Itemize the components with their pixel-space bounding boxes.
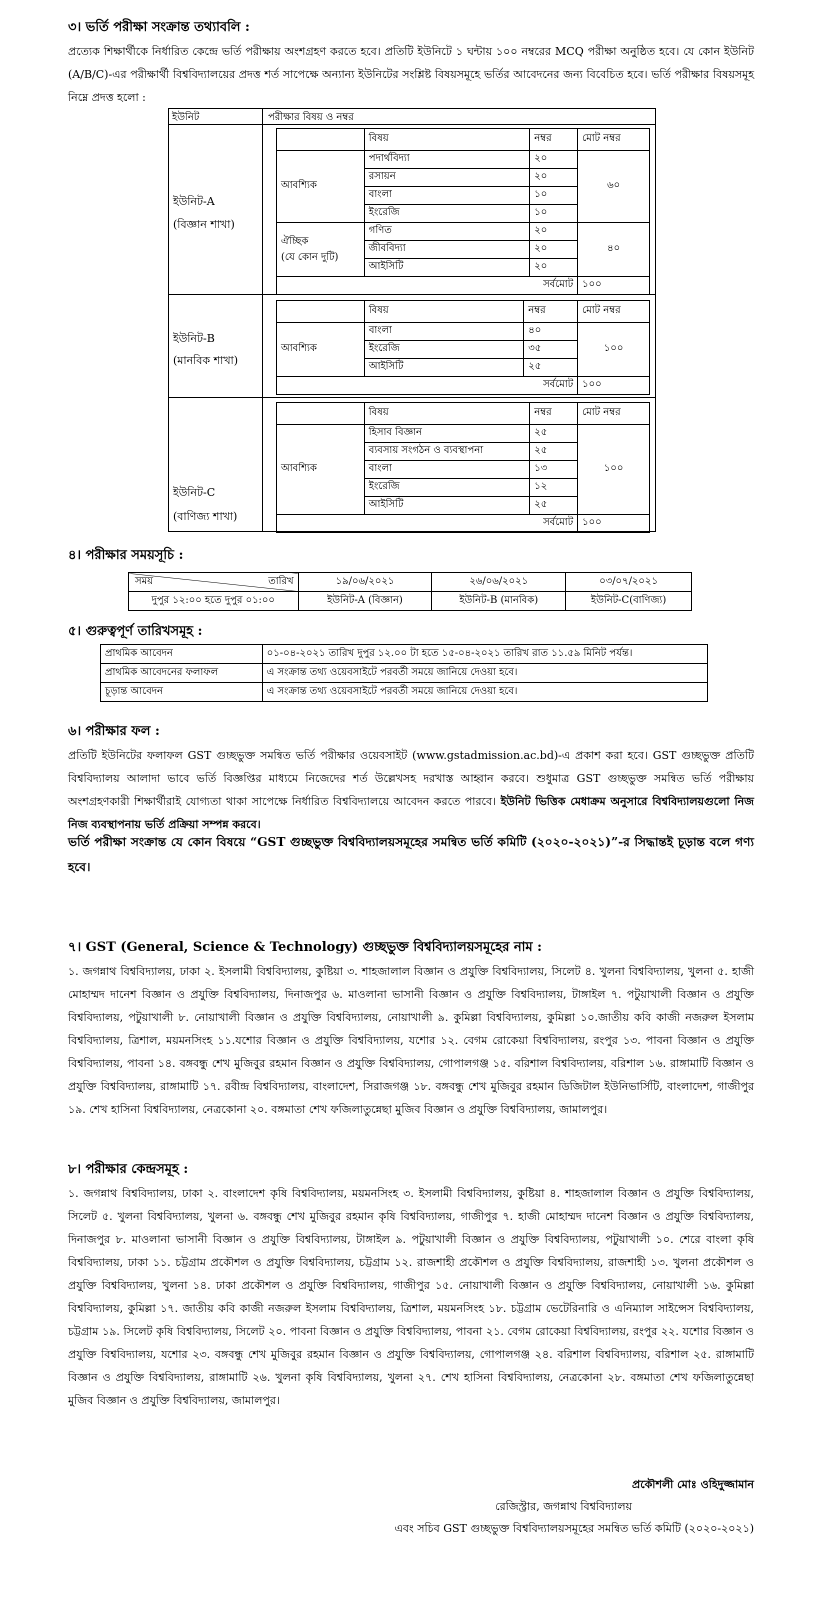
unit-a-branch: (বিজ্ঞান শাখা) [173,218,235,231]
section6-paragraph [68,744,754,836]
unit-c-table [276,402,650,533]
signatory-name: প্রকৌশলী মোঃ ওহিদুজ্জামান [631,1478,754,1491]
marks-cell: ২০ [530,241,578,259]
schedule-table [128,572,692,611]
date-label-cell: প্রাথমিক আবেদন [101,645,263,664]
marks-cell: ২৫ [530,425,578,443]
subject-cell: বাংলা [364,461,529,479]
section3-heading: ৩। ভর্তি পরীক্ষা সংক্রান্ত তথ্যাবলি : [68,20,250,35]
section4-heading: ৪। পরীক্ষার সময়সূচি : [68,548,184,563]
header-total: মোট নম্বর [578,301,650,323]
unit-b-name: ইউনিট-B [173,332,215,345]
unit-a-grand-total: ১০০ [578,277,650,295]
unit-c-grand-total: ১০০ [578,515,650,533]
marks-cell: ২৫ [530,443,578,461]
time-label: সময় [135,576,154,587]
subject-cell: আইসিটি [364,497,529,515]
section7-heading: ৭। GST (General, Science & Technology) গুচ্ছভুক্ত বিশ্ববিদ্যালয়সমূহের নাম : [68,940,542,955]
committee-decision-text: ভর্তি পরীক্ষা সংক্রান্ত যে কোন বিষয়ে “GST গুচ্ছভুক্ত বিশ্ববিদ্যালয়সমূহের সমন্বিত ভর্তি কমিটি (২০২০-২০২১)”-র সিদ্ধান্তই চূড়ান্ত বলে গণ্য হবে। [68,835,754,874]
header-marks: নম্বর [524,301,578,323]
unit-a-table [276,128,650,295]
col-unit-header: ইউনিট [172,112,200,123]
unit-c-subtotal-label: সর্বমোট [277,515,578,533]
unit-b-total: ১০০ [578,323,650,377]
subject-cell: বাংলা [364,187,529,205]
optional-label: ঐচ্ছিক [281,235,309,247]
subject-cell: হিসাব বিজ্ঞান [364,425,529,443]
subject-cell: গণিত [364,223,529,241]
unit-c-name: ইউনিট-C [173,486,216,499]
header-marks: নম্বর [530,129,578,151]
date-label-cell: চূড়ান্ত আবেদন [101,683,263,702]
marks-cell: ২০ [530,169,578,187]
unit-c-total: ১০০ [578,425,650,515]
unit-b-compulsory: আবশ্যিক [277,323,365,377]
signatory-title: রেজিস্ট্রার, জগন্নাথ বিশ্ববিদ্যালয় [495,1500,632,1513]
section8-heading: ৮। পরীক্ষার কেন্দ্রসমূহ : [68,1162,189,1177]
unit-a-name: ইউনিট-A [173,195,215,208]
marks-cell: ১২ [530,479,578,497]
subject-cell: রসায়ন [364,169,529,187]
subject-cell: ইংরেজি [364,341,523,359]
schedule-corner-cell [129,573,299,592]
exam-unit: ইউনিট-A (বিজ্ঞান) [298,592,432,611]
unit-a-optional-total: ৪০ [578,223,650,277]
subject-cell: আইসিটি [364,359,523,377]
marks-cell: ২৫ [530,497,578,515]
unit-c-compulsory: আবশ্যিক [277,425,365,515]
header-total: মোট নম্বর [578,129,650,151]
marks-cell: ১৩ [530,461,578,479]
marks-cell: ২০ [530,223,578,241]
results-bold-text: ইউনিট ভিত্তিক মেধাক্রম অনুসারে বিশ্ববিদ্যালয়গুলো নিজ নিজ ব্যবস্থাপনায় ভর্তি প্রক্রিয়া সম্পন্ন করবে। [68,795,755,831]
results-text: প্রতিটি ইউনিটের ফলাফল GST গুচ্ছভুক্ত সমন্বিত ভর্তি পরীক্ষার ওয়েবসাইট (www.gstadmission.ac.bd)-এ প্রকাশ করা হবে। GST গুচ্ছভুক্ত প্রতিটি বিশ্ববিদ্যালয় আলাদা ভাবে ভর্তি বিজ্ঞপ্তির মাধ্যমে নিজেদের শর্ত উল্লেখসহ দরখাস্ত আহ্বান করবে। শুধুমাত্র GST গুচ্ছভুক্ত সমন্বিত ভর্তি পরীক্ষায় অংশগ্রহণকারী শিক্ষার্থীরাই যোগ্যতা থাকা সাপেক্ষে নির্ধারিত বিশ্ববিদ্যালয়ে আবেদন করতে পারবে। [68,749,754,808]
marks-cell: ১০ [530,205,578,223]
section6-heading: ৬। পরীক্ষার ফল : [68,724,160,739]
exam-unit: ইউনিট-B (মানবিক) [432,592,566,611]
unit-a-subtotal-label: সর্বমোট [277,277,578,295]
marks-cell: ১০ [530,187,578,205]
marks-cell: ২০ [530,151,578,169]
gst-universities-list: ১. জগন্নাথ বিশ্ববিদ্যালয়, ঢাকা ২. ইসলামী বিশ্ববিদ্যালয়, কুষ্টিয়া ৩. শাহজালাল বিজ্ঞান ও প্রযুক্তি বিশ্ববিদ্যালয়, সিলেট ৪. খুলনা বিশ্ববিদ্যালয়, খুলনা ৫. হাজী মোহাম্মদ দানেশ বিজ্ঞান ও প্রযুক্তি বিশ্ববিদ্যালয়, দিনাজপুর ৬. মাওলানা ভাসানী বিজ্ঞান ও প্রযুক্তি বিশ্ববিদ্যালয়, টাঙ্গাইল ৭. পটুয়াখালী বিজ্ঞান ও প্রযুক্তি বিশ্ববিদ্যালয়, পটুয়াখালী ৮. নোয়াখালী বিজ্ঞান ও প্রযুক্তি বিশ্ববিদ্যালয়, নোয়াখালী ৯. কুমিল্লা বিশ্ববিদ্যালয়, কুমিল্লা ১০.জাতীয় কবি কাজী নজরুল ইসলাম বিশ্ববিদ্যালয়, ত্রিশাল, ময়মনসিংহ ১১.যশোর বিজ্ঞান ও প্রযুক্তি বিশ্ববিদ্যালয়, যশোর ১২. বেগম রোকেয়া বিশ্ববিদ্যালয়, রংপুর ১৩. পাবনা বিজ্ঞান ও প্রযুক্তি বিশ্ববিদ্যালয়, পাবনা ১৪. বঙ্গবন্ধু শেখ মুজিবুর রহমান বিজ্ঞান ও প্রযুক্তি বিশ্ববিদ্যালয়, গোপালগঞ্জ ১৫. বরিশাল বিশ্ববিদ্যালয়, বরিশাল ১৬. রাঙ্গামাটি বিজ্ঞান ও প্রযুক্তি বিশ্ববিদ্যালয়, রাঙ্গামাটি ১৭. রবীন্দ্র বিশ্ববিদ্যালয়, বাংলাদেশ, সিরাজগঞ্জ ১৮. বঙ্গবন্ধু শেখ মুজিবুর রহমান ডিজিটাল ইউনিভার্সিটি, বাংলাদেশ, গাজীপুর ১৯. শেখ হাসিনা বিশ্ববিদ্যালয়, নেত্রকোনা ২০. বঙ্গমাতা শেখ ফজিলাতুন্নেছা মুজিব বিজ্ঞান ও প্রযুক্তি বিশ্ববিদ্যালয়, জামালপুর। [68,965,754,1116]
header-subject: বিষয় [364,129,529,151]
unit-c-branch: (বাণিজ্য শাখা) [173,510,238,523]
date-label-cell: প্রাথমিক আবেদনের ফলাফল [101,664,263,683]
important-dates-table [100,644,708,702]
subject-cell: ইংরেজি [364,205,529,223]
header-subject: বিষয় [364,301,523,323]
exam-unit: ইউনিট-C(বাণিজ্য) [566,592,692,611]
date-value-cell: ০১-০৪-২০২১ তারিখ দুপুর ১২.০০ টা হতে ১৫-০৪-২০২১ তারিখ রাত ১১.৫৯ মিনিট পর্যন্ত। [262,645,707,664]
date-value-cell: এ সংক্রান্ত তথ্য ওয়েবসাইটে পরবর্তী সময়ে জানিয়ে দেওয়া হবে। [262,664,707,683]
subject-cell: ব্যবসায় সংগঠন ও ব্যবস্থাপনা [364,443,529,461]
unit-b-grand-total: ১০০ [578,377,650,395]
unit-b-branch: (মানবিক শাখা) [173,354,239,367]
marks-cell: ৩৫ [524,341,578,359]
subject-cell: আইসিটি [364,259,529,277]
header-total: মোট নম্বর [578,403,650,425]
subject-cell: জীববিদ্যা [364,241,529,259]
exam-date: ০৩/০৭/২০২১ [566,573,692,592]
marks-cell: ২০ [530,259,578,277]
marks-cell: ৪০ [524,323,578,341]
unit-a-compulsory: আবশ্যিক [277,151,365,223]
subject-cell: ইংরেজি [364,479,529,497]
unit-a-compulsory-total: ৬০ [578,151,650,223]
optional-note: (যে কোন দুটি) [281,251,339,263]
col-subject-marks-header: পরীক্ষার বিষয় ও নম্বর [268,112,354,123]
section5-heading: ৫। গুরুত্বপূর্ণ তারিখসমূহ : [68,624,203,639]
subject-cell: বাংলা [364,323,523,341]
unit-a-optional [277,223,365,277]
date-label: তারিখ [268,576,294,587]
header-subject: বিষয় [364,403,529,425]
signatory-committee: এবং সচিব GST গুচ্ছভুক্ত বিশ্ববিদ্যালয়সমূহের সমন্বিত ভর্তি কমিটি (২০২০-২০২১) [394,1522,754,1535]
unit-b-subtotal-label: সর্বমোট [277,377,578,395]
exam-date: ২৬/০৬/২০২১ [432,573,566,592]
section3-paragraph: প্রত্যেক শিক্ষার্থীকে নির্ধারিত কেন্দ্রে ভর্তি পরীক্ষায় অংশগ্রহণ করতে হবে। প্রতিটি ইউনিটে ১ ঘন্টায় ১০০ নম্বরের MCQ পরীক্ষা অনুষ্ঠিত হবে। যে কোন ইউনিট (A/B/C)-এর পরীক্ষার্থী বিশ্ববিদ্যালয়ের প্রদত্ত শর্ত সাপেক্ষে অন্যান্য ইউনিটের সংশ্লিষ্ট বিষয়সমূহে ভর্তির আবেদনের জন্য বিবেচিত হবে। ভর্তি পরীক্ষার বিষয়সমূহ নিম্নে প্রদত্ত হলো : [68,45,754,104]
marks-cell: ২৫ [524,359,578,377]
date-value-cell: এ সংক্রান্ত তথ্য ওয়েবসাইটে পরবর্তী সময়ে জানিয়ে দেওয়া হবে। [262,683,707,702]
exam-centres-list: ১. জগন্নাথ বিশ্ববিদ্যালয়, ঢাকা ২. বাংলাদেশ কৃষি বিশ্ববিদ্যালয়, ময়মনসিংহ ৩. ইসলামী বিশ্ববিদ্যালয়, কুষ্টিয়া ৪. শাহজালাল বিজ্ঞান ও প্রযুক্তি বিশ্ববিদ্যালয়, সিলেট ৫. খুলনা বিশ্ববিদ্যালয়, খুলনা ৬. বঙ্গবন্ধু শেখ মুজিবুর রহমান কৃষি বিশ্ববিদ্যালয়, গাজীপুর ৭. হাজী মোহাম্মদ দানেশ বিজ্ঞান ও প্রযুক্তি বিশ্ববিদ্যালয়, দিনাজপুর ৮. মাওলানা ভাসানী বিজ্ঞান ও প্রযুক্তি বিশ্ববিদ্যালয়, টাঙ্গাইল ৯. পটুয়াখালী বিজ্ঞান ও প্রযুক্তি বিশ্ববিদ্যালয়, পটুয়াখালী ১০. শেরে বাংলা কৃষি বিশ্ববিদ্যালয়, ঢাকা ১১. চট্টগ্রাম প্রকৌশল ও প্রযুক্তি বিশ্ববিদ্যালয়, চট্টগ্রাম ১২. রাজশাহী প্রকৌশল ও প্রযুক্তি বিশ্ববিদ্যালয়, রাজশাহী ১৩. খুলনা প্রকৌশল ও প্রযুক্তি বিশ্ববিদ্যালয়, খুলনা ১৪. ঢাকা প্রকৌশল ও প্রযুক্তি বিশ্ববিদ্যালয়, গাজীপুর ১৫. নোয়াখালী বিজ্ঞান ও প্রযুক্তি বিশ্ববিদ্যালয়, নোয়াখালী ১৬. কুমিল্লা বিশ্ববিদ্যালয়, কুমিল্লা ১৭. জাতীয় কবি কাজী নজরুল ইসলাম বিশ্ববিদ্যালয়, ত্রিশাল, ময়মনসিংহ ১৮. চট্টগ্রাম ভেটেরিনারি ও এনিম্যাল সাইন্সেস বিশ্ববিদ্যালয়, চট্টগ্রাম ১৯. সিলেট কৃষি বিশ্ববিদ্যালয়, সিলেট ২০. পাবনা বিজ্ঞান ও প্রযুক্তি বিশ্ববিদ্যালয়, পাবনা ২১. বেগম রোকেয়া বিশ্ববিদ্যালয়, রংপুর ২২. যশোর বিজ্ঞান ও প্রযুক্তি বিশ্ববিদ্যালয়, যশোর ২৩. বঙ্গবন্ধু শেখ মুজিবুর রহমান বিজ্ঞান ও প্রযুক্তি বিশ্ববিদ্যালয়, গোপালগঞ্জ ২৪. বরিশাল বিশ্ববিদ্যালয়, বরিশাল ২৫. রাঙ্গামাটি বিজ্ঞান ও প্রযুক্তি বিশ্ববিদ্যালয়, রাঙ্গামাটি ২৬. খুলনা কৃষি বিশ্ববিদ্যালয়, খুলনা ২৭. শেখ হাসিনা বিশ্ববিদ্যালয়, নেত্রকোনা ২৮. বঙ্গমাতা শেখ ফজিলাতুন্নেছা মুজিব বিজ্ঞান ও প্রযুক্তি বিশ্ববিদ্যালয়, জামালপুর। [68,1187,754,1407]
subject-cell: পদার্থবিদ্যা [364,151,529,169]
unit-b-table [276,300,650,395]
exam-time: দুপুর ১২:০০ হতে দুপুর ০১:০০ [129,592,299,611]
header-marks: নম্বর [530,403,578,425]
exam-date: ১৯/০৬/২০২১ [298,573,432,592]
